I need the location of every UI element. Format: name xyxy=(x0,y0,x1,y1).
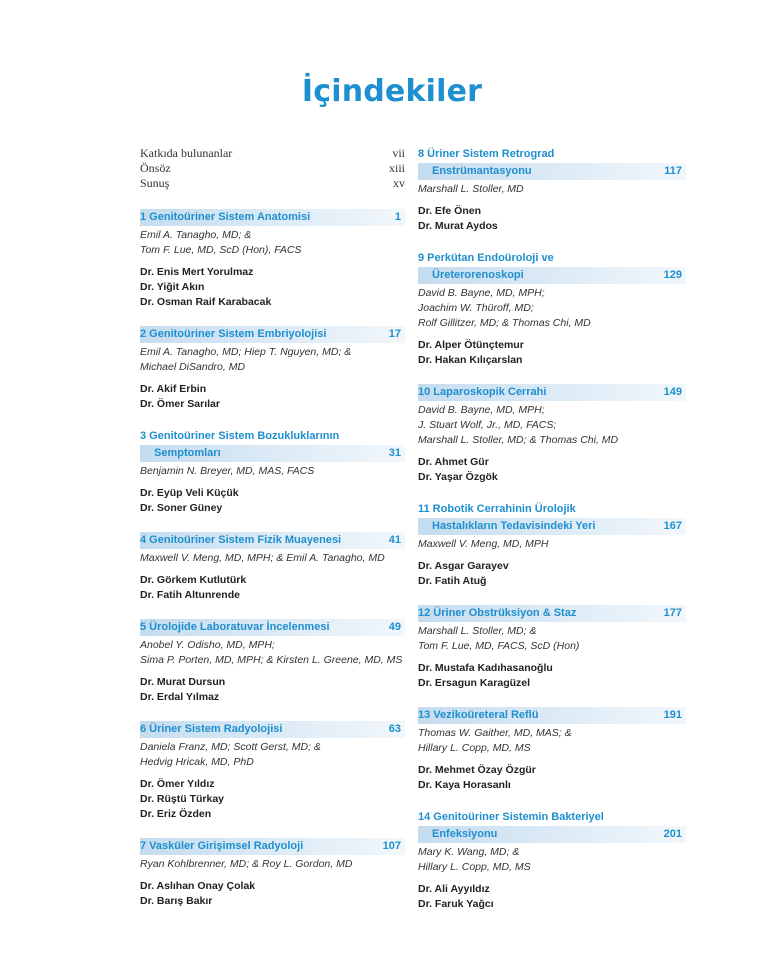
chapter-authors xyxy=(140,857,405,872)
chapter-heading[interactable] xyxy=(140,326,405,343)
chapter-entry xyxy=(140,209,405,310)
translator-name: Dr. Erdal Yılmaz xyxy=(140,691,220,703)
author-line: Tom F. Lue, MD, ScD (Hon), FACS xyxy=(140,244,302,256)
translator-name: Dr. Barış Bakır xyxy=(140,895,213,907)
chapter-entry xyxy=(140,428,405,516)
author-line: Marshall L. Stoller, MD xyxy=(418,183,524,195)
author-line: Rolf Gillitzer, MD; & Thomas Chi, MD xyxy=(418,317,591,329)
front-matter xyxy=(140,146,405,191)
author-line: Thomas W. Gaither, MD, MAS; & xyxy=(418,727,572,739)
chapter-entry xyxy=(140,532,405,603)
toc-right-column xyxy=(418,146,686,912)
chapter-title-line xyxy=(418,250,686,267)
translator-name: Dr. Hakan Kılıçarslan xyxy=(418,354,523,366)
chapter-title-line xyxy=(140,445,405,462)
chapter-heading[interactable] xyxy=(140,209,405,226)
chapter-title: 10 Laparoskopik Cerrahi xyxy=(418,386,547,398)
chapter-authors xyxy=(418,624,686,654)
chapter-entry xyxy=(418,605,686,691)
translator-name: Dr. Fatih Atuğ xyxy=(418,575,487,587)
chapter-translators xyxy=(418,559,686,589)
translator-name: Dr. Mehmet Özay Özgür xyxy=(418,764,536,776)
right-chapter-list xyxy=(418,146,686,912)
author-line: Marshall L. Stoller, MD; & xyxy=(418,625,537,637)
author-line: David B. Bayne, MD, MPH; xyxy=(418,287,545,299)
chapter-title: 5 Ürolojide Laboratuvar İncelenmesi xyxy=(140,621,330,633)
chapter-translators xyxy=(140,777,405,822)
chapter-title: 7 Vasküler Girişimsel Radyoloji xyxy=(140,840,304,852)
chapter-translators xyxy=(418,661,686,691)
chapter-heading[interactable] xyxy=(418,707,686,724)
translator-name: Dr. Görkem Kutlutürk xyxy=(140,574,247,586)
author-line: Tom F. Lue, MD, FACS, ScD (Hon) xyxy=(418,640,580,652)
author-line: Mary K. Wang, MD; & xyxy=(418,846,520,858)
translator-name: Dr. Mustafa Kadıhasanoğlu xyxy=(418,662,553,674)
chapter-authors xyxy=(140,345,405,375)
author-line: Emil A. Tanagho, MD; & xyxy=(140,229,252,241)
translator-name: Dr. Ömer Yıldız xyxy=(140,778,215,790)
translator-name: Dr. Eriz Özden xyxy=(140,808,212,820)
translator-name: Dr. Ersagun Karagüzel xyxy=(418,677,531,689)
chapter-translators xyxy=(140,265,405,310)
chapter-title-line xyxy=(418,518,686,535)
translator-name: Dr. Fatih Altunrende xyxy=(140,589,240,601)
front-matter-page: xiii xyxy=(388,161,405,175)
chapter-authors xyxy=(140,464,405,479)
author-line: Benjamin N. Breyer, MD, MAS, FACS xyxy=(140,465,315,477)
toc-left-column xyxy=(140,146,405,909)
front-matter-row[interactable] xyxy=(140,146,405,161)
chapter-heading[interactable] xyxy=(140,721,405,738)
chapter-heading[interactable] xyxy=(418,605,686,622)
translator-name: Dr. Eyüp Veli Küçük xyxy=(140,487,239,499)
chapter-title-line xyxy=(140,428,405,445)
author-line: Maxwell V. Meng, MD, MPH xyxy=(418,538,549,550)
page-title: İçindekiler xyxy=(301,74,483,109)
chapter-title-line xyxy=(418,809,686,826)
chapter-heading[interactable] xyxy=(418,809,686,843)
chapter-translators xyxy=(140,486,405,516)
front-matter-page: vii xyxy=(392,146,405,160)
author-line: Emil A. Tanagho, MD; Hiep T. Nguyen, MD; & xyxy=(140,346,352,358)
translator-name: Dr. Aslıhan Onay Çolak xyxy=(140,880,256,892)
translator-name: Dr. Ali Ayyıldız xyxy=(418,883,490,895)
chapter-title-line xyxy=(418,146,686,163)
author-line: Hedvig Hricak, MD, PhD xyxy=(140,756,254,768)
chapter-translators xyxy=(418,338,686,368)
chapter-title: 13 Vezikoüreteral Reflü xyxy=(418,709,539,721)
author-line: Joachim W. Thüroff, MD; xyxy=(418,302,534,314)
chapter-authors xyxy=(140,638,405,668)
chapter-page-number: 49 xyxy=(388,621,401,633)
chapter-page-number: 149 xyxy=(663,386,682,398)
translator-name: Dr. Ahmet Gür xyxy=(418,456,489,468)
chapter-authors xyxy=(418,537,686,552)
front-matter-row[interactable] xyxy=(140,161,405,176)
chapter-translators xyxy=(140,675,405,705)
front-matter-row[interactable] xyxy=(140,176,405,191)
chapter-page-number: 129 xyxy=(663,269,682,281)
chapter-entry xyxy=(140,721,405,822)
chapter-heading[interactable] xyxy=(418,384,686,401)
author-line: David B. Bayne, MD, MPH; xyxy=(418,404,545,416)
translator-name: Dr. Ömer Sarılar xyxy=(140,398,220,410)
chapter-authors xyxy=(418,726,686,756)
chapter-page-number: 191 xyxy=(663,709,682,721)
chapter-page-number: 1 xyxy=(394,211,401,223)
chapter-translators xyxy=(418,204,686,234)
chapter-page-number: 177 xyxy=(663,607,682,619)
translator-name: Dr. Murat Dursun xyxy=(140,676,226,688)
chapter-entry xyxy=(140,326,405,412)
chapter-entry xyxy=(140,838,405,909)
translator-name: Dr. Rüştü Türkay xyxy=(140,793,225,805)
chapter-title: 6 Üriner Sistem Radyolojisi xyxy=(140,723,283,735)
translator-name: Dr. Akif Erbin xyxy=(140,383,207,395)
chapter-page-number: 117 xyxy=(664,165,682,177)
chapter-title-line xyxy=(418,267,686,284)
chapter-page-number: 201 xyxy=(663,828,682,840)
chapter-title: 2 Genitoüriner Sistem Embriyolojisi xyxy=(140,328,327,340)
chapter-heading[interactable] xyxy=(140,532,405,549)
author-line: Maxwell V. Meng, MD, MPH; & Emil A. Tanagho, MD xyxy=(140,552,385,564)
front-matter-label: Katkıda bulunanlar xyxy=(140,146,233,160)
chapter-title-continuation: Enstrümantasyonu xyxy=(432,165,532,177)
chapter-title: 1 Genitoüriner Sistem Anatomisi xyxy=(140,211,311,223)
translator-name: Dr. Faruk Yağcı xyxy=(418,898,494,910)
front-matter-label: Sunuş xyxy=(140,176,170,190)
author-line: Anobel Y. Odisho, MD, MPH; xyxy=(140,639,275,651)
chapter-entry xyxy=(418,707,686,793)
chapter-title-line xyxy=(418,826,686,843)
chapter-entry xyxy=(418,146,686,234)
chapter-page-number: 41 xyxy=(388,534,401,546)
translator-name: Dr. Yiğit Akın xyxy=(140,281,205,293)
author-line: Hillary L. Copp, MD, MS xyxy=(418,742,531,754)
translator-name: Dr. Kaya Horasanlı xyxy=(418,779,511,791)
chapter-translators xyxy=(140,573,405,603)
chapter-title: 12 Üriner Obstrüksiyon & Staz xyxy=(418,607,577,619)
translator-name: Dr. Asgar Garayev xyxy=(418,560,509,572)
translator-name: Dr. Alper Ötünçtemur xyxy=(418,339,524,351)
chapter-title: 14 Genitoüriner Sistemin Bakteriyel xyxy=(418,811,604,823)
chapter-translators xyxy=(418,882,686,912)
front-matter-label: Önsöz xyxy=(140,161,171,175)
chapter-page-number: 107 xyxy=(382,840,401,852)
chapter-heading[interactable] xyxy=(418,250,686,284)
chapter-authors xyxy=(140,228,405,258)
chapter-title-continuation: Hastalıkların Tedavisindeki Yeri xyxy=(432,520,596,532)
author-line: Ryan Kohlbrenner, MD; & Roy L. Gordon, MD xyxy=(140,858,353,870)
chapter-heading[interactable] xyxy=(140,619,405,636)
chapter-translators xyxy=(418,455,686,485)
chapter-title-continuation: Üreterorenoskopi xyxy=(432,269,524,281)
chapter-title-continuation: Enfeksiyonu xyxy=(432,828,498,840)
chapter-page-number: 31 xyxy=(388,447,401,459)
translator-name: Dr. Soner Güney xyxy=(140,502,223,514)
chapter-title-line xyxy=(418,163,686,180)
chapter-entry xyxy=(418,250,686,368)
translator-name: Dr. Enis Mert Yorulmaz xyxy=(140,266,254,278)
translator-name: Dr. Efe Önen xyxy=(418,205,482,217)
chapter-heading[interactable] xyxy=(418,501,686,535)
chapter-authors xyxy=(418,182,686,197)
author-line: Sima P. Porten, MD, MPH; & Kirsten L. Greene, MD, MS xyxy=(140,654,403,666)
chapter-authors xyxy=(418,403,686,448)
translator-name: Dr. Murat Aydos xyxy=(418,220,498,232)
chapter-heading[interactable] xyxy=(418,146,686,180)
chapter-page-number: 17 xyxy=(388,328,401,340)
author-line: Hillary L. Copp, MD, MS xyxy=(418,861,531,873)
chapter-title-line xyxy=(418,501,686,518)
chapter-translators xyxy=(140,879,405,909)
chapter-page-number: 63 xyxy=(388,723,401,735)
chapter-title: 11 Robotik Cerrahinin Ürolojik xyxy=(418,503,576,515)
chapter-title-continuation: Semptomları xyxy=(154,447,221,459)
front-matter-page: xv xyxy=(393,176,405,190)
chapter-entry xyxy=(418,501,686,589)
chapter-title: 8 Üriner Sistem Retrograd xyxy=(418,148,555,160)
chapter-title: 3 Genitoüriner Sistem Bozukluklarının xyxy=(140,430,340,442)
chapter-authors xyxy=(418,845,686,875)
chapter-heading[interactable] xyxy=(140,838,405,855)
chapter-title: 4 Genitoüriner Sistem Fizik Muayenesi xyxy=(140,534,342,546)
translator-name: Dr. Osman Raif Karabacak xyxy=(140,296,272,308)
author-line: Daniela Franz, MD; Scott Gerst, MD; & xyxy=(140,741,321,753)
chapter-authors xyxy=(140,740,405,770)
chapter-page-number: 167 xyxy=(663,520,682,532)
chapter-translators xyxy=(140,382,405,412)
chapter-authors xyxy=(140,551,405,566)
author-line: Michael DiSandro, MD xyxy=(140,361,246,373)
chapter-translators xyxy=(418,763,686,793)
chapter-entry xyxy=(418,809,686,912)
chapter-entry xyxy=(140,619,405,705)
chapter-entry xyxy=(418,384,686,485)
left-chapter-list xyxy=(140,209,405,909)
chapter-title: 9 Perkütan Endoüroloji ve xyxy=(418,252,554,264)
translator-name: Dr. Yaşar Özgök xyxy=(418,471,498,483)
author-line: Marshall L. Stoller, MD; & Thomas Chi, MD xyxy=(418,434,619,446)
chapter-heading[interactable] xyxy=(140,428,405,462)
author-line: J. Stuart Wolf, Jr., MD, FACS; xyxy=(418,419,557,431)
chapter-authors xyxy=(418,286,686,331)
